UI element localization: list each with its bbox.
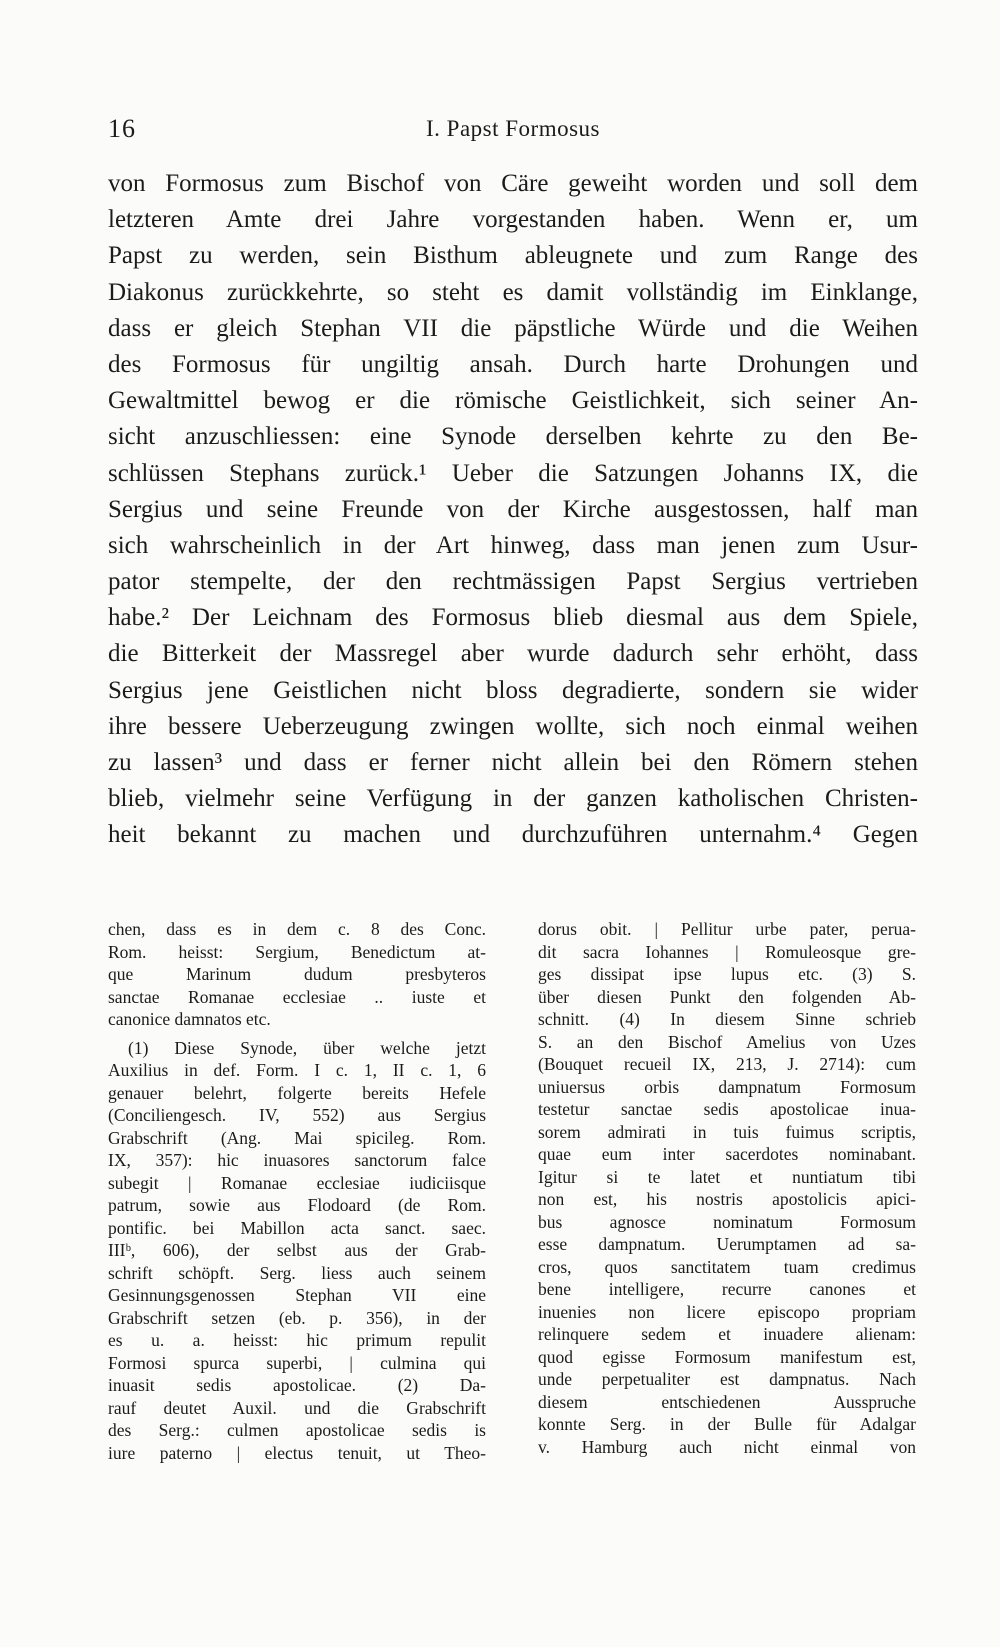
footnote-line: quae eum inter sacerdotes nominabant.: [538, 1144, 916, 1164]
footnote-line: Formosi spurca superbi, | culmina qui: [108, 1352, 486, 1373]
footnote-line: Grabschrift (Ang. Mai spicileg. Rom.: [108, 1127, 486, 1148]
footnote-line: schrift schöpft. Serg. liess auch seinem: [108, 1262, 486, 1283]
body-line: pator stempelte, der den rechtmässigen Papst Sergius vertrieben: [108, 568, 918, 596]
footnote-line: IX, 357): hic inuasores sanctorum falce: [108, 1150, 486, 1170]
footnote-line: testetur sanctae sedis apostolicae inua-: [538, 1099, 916, 1119]
footnote-line: sanctae Romanae ecclesiae .. iuste et: [108, 986, 486, 1007]
footnote-line: quod egisse Formosum manifestum est,: [538, 1346, 916, 1367]
footnote-line: inuenies non licere episcopo propriam: [538, 1301, 916, 1322]
body-line: von Formosus zum Bischof von Cäre geweiht worden und soll dem: [108, 170, 918, 197]
footnote-line: canonice damnatos etc.: [108, 1009, 271, 1029]
footnotes-left-column: [108, 918, 486, 1464]
footnote-line: bus agnosce nominatum Formosum: [538, 1211, 916, 1232]
main-text: [108, 166, 918, 854]
footnote-line: über diesen Punkt den folgenden Ab-: [538, 986, 916, 1007]
footnote-line: non est, his nostris apostolicis apici-: [538, 1189, 916, 1209]
footnote-line: (1) Diese Synode, über welche jetzt: [128, 1037, 486, 1058]
footnote-line: dit sacra Iohannes | Romuleosque gre-: [538, 941, 916, 962]
footnote-line: inuasit sedis apostolicae. (2) Da-: [108, 1375, 486, 1395]
footnote-line: dorus obit. | Pellitur urbe pater, perua-: [538, 919, 916, 939]
body-line: sicht anzuschliessen: eine Synode derselben kehrte zu den Be-: [108, 423, 918, 451]
body-line: Gewaltmittel bewog er die römische Geistlichkeit, sich seiner An-: [108, 387, 918, 415]
footnote-line: des Serg.: culmen apostolicae sedis is: [108, 1420, 486, 1440]
footnote-line: iure paterno | electus tenuit, ut Theo-: [108, 1442, 486, 1463]
footnote-line: genauer belehrt, folgerte bereits Hefele: [108, 1082, 486, 1103]
body-line: Sergius jene Geistlichen nicht bloss degradierte, sondern sie wider: [108, 676, 918, 704]
footnote-line: unde perpetualiter est dampnatus. Nach: [538, 1369, 916, 1389]
running-title: I. Papst Formosus: [426, 116, 600, 141]
body-line: sich wahrscheinlich in der Art hinweg, dass man jenen zum Usur-: [108, 531, 918, 559]
footnote-line: uniuersus orbis dampnatum Formosum: [538, 1076, 916, 1097]
footnote-line: IIIᵇ, 606), der selbst aus der Grab-: [108, 1240, 486, 1260]
body-line: Diakonus zurückkehrte, so steht es damit vollständig im Einklange,: [108, 278, 918, 306]
footnote-line: Grabschrift setzen (eb. p. 356), in der: [108, 1307, 486, 1328]
footnote-line: subegit | Romanae ecclesiae iudiciisque: [108, 1172, 486, 1193]
body-line: dass er gleich Stephan VII die päpstliche Würde und die Weihen: [108, 314, 918, 342]
running-head: [108, 114, 918, 154]
footnote-line: Gesinnungsgenossen Stephan VII eine: [108, 1285, 486, 1305]
page-number: 16: [108, 114, 136, 143]
footnote-line: schnitt. (4) In diesem Sinne schrieb: [538, 1009, 916, 1029]
footnote-line: que Marinum dudum presbyteros: [108, 964, 486, 984]
footnote-line: bene intelligere, recurre canones et: [538, 1279, 916, 1299]
body-line: Papst zu werden, sein Bisthum ableugnete und zum Range des: [108, 242, 918, 270]
footnote-line: pontific. bei Mabillon acta sanct. saec.: [108, 1217, 486, 1238]
body-line: blieb, vielmehr seine Verfügung in der ganzen katholischen Christen-: [108, 785, 918, 813]
footnote-line: relinquere sedem et inuadere alienam:: [538, 1324, 916, 1344]
footnote-line: esse dampnatum. Uerumptamen ad sa-: [538, 1234, 916, 1254]
footnote-line: (Conciliengesch. IV, 552) aus Sergius: [108, 1105, 486, 1125]
footnote-line: ges dissipat ipse lupus etc. (3) S.: [538, 964, 916, 984]
body-line: habe.² Der Leichnam des Formosus blieb diesmal aus dem Spiele,: [108, 604, 918, 632]
footnote-line: rauf deutet Auxil. und die Grabschrift: [108, 1397, 486, 1418]
body-line: des Formosus für ungiltig ansah. Durch harte Drohungen und: [108, 350, 918, 378]
footnote-line: konnte Serg. in der Bulle für Adalgar: [538, 1414, 916, 1434]
body-line: die Bitterkeit der Massregel aber wurde dadurch sehr erhöht, dass: [108, 640, 918, 668]
body-line: letzteren Amte drei Jahre vorgestanden haben. Wenn er, um: [108, 206, 918, 234]
footnote-line: Igitur si te latet et nuntiatum tibi: [538, 1166, 916, 1187]
footnote-line: diesem entschiedenen Ausspruche: [538, 1391, 916, 1412]
footnote-line: patrum, sowie aus Flodoard (de Rom.: [108, 1195, 486, 1215]
body-line: heit bekannt zu machen und durchzuführen unternahm.⁴ Gegen: [108, 821, 918, 849]
footnote-line: es u. a. heisst: hic primum repulit: [108, 1330, 486, 1350]
body-line: ihre bessere Ueberzeugung zwingen wollte, sich noch einmal weihen: [108, 712, 918, 740]
footnote-line: sorem admirati in tuis fuimus scriptis,: [538, 1121, 916, 1142]
footnote-line: S. an den Bischof Amelius von Uzes: [538, 1031, 916, 1052]
body-line: Sergius und seine Freunde von der Kirche ausgestossen, half man: [108, 495, 918, 523]
footnote-line: cros, quos sanctitatem tuam credimus: [538, 1256, 916, 1277]
footnote-line: v. Hamburg auch nicht einmal von: [538, 1436, 916, 1457]
body-line: zu lassen³ und dass er ferner nicht allein bei den Römern stehen: [108, 749, 918, 776]
footnote-line: chen, dass es in dem c. 8 des Conc.: [108, 919, 486, 939]
footnotes-right-column: [538, 918, 916, 1458]
footnote-line: Auxilius in def. Form. I c. 1, II c. 1, 6: [108, 1060, 486, 1080]
footnote-line: (Bouquet recueil IX, 213, J. 2714): cum: [538, 1054, 916, 1074]
footnote-line: Rom. heisst: Sergium, Benedictum at-: [108, 941, 486, 962]
body-line: schlüssen Stephans zurück.¹ Ueber die Satzungen Johanns IX, die: [108, 459, 918, 487]
